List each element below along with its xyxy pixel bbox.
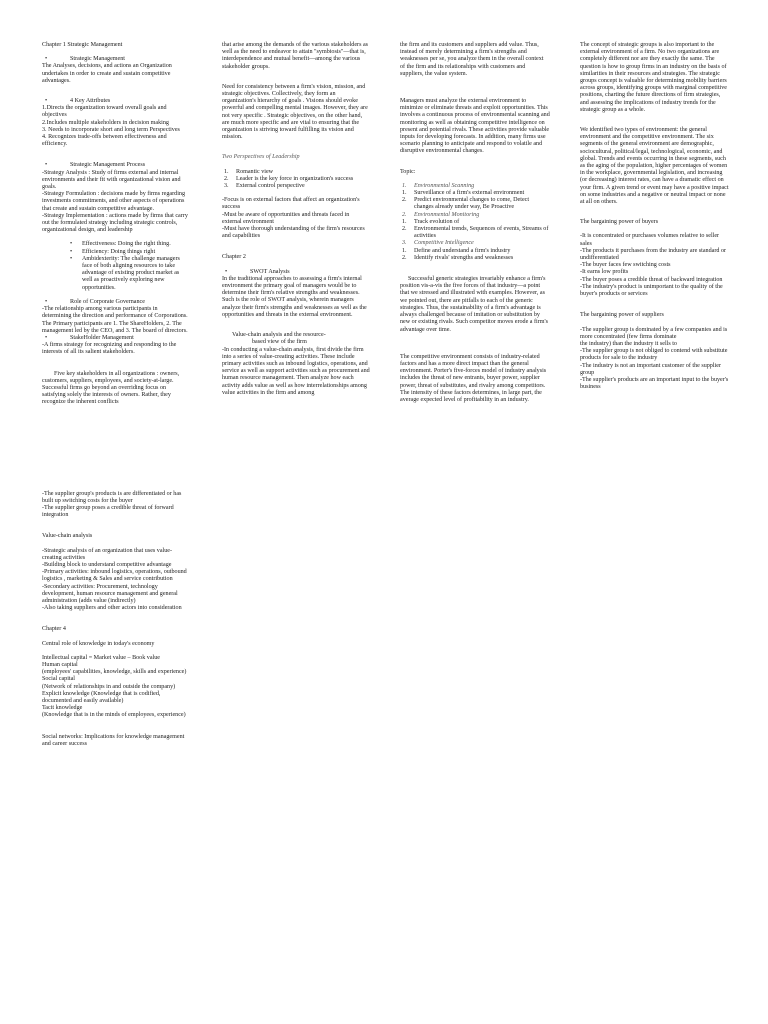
suppliers-title: The bargaining power of suppliers — [580, 312, 664, 319]
stakeholder-continuation: that arise among the demands of the various stakeholders as well as the need to endeavor to attain "symbiosis"—that is, interdependence and mutual benefit—among the various stakeholder groups. — [222, 42, 369, 70]
five-stakeholders-text: Five key stakeholders in all organizations : owners, customers, suppliers, employees, and society-at-large. Successful firms go beyond an overriding focus on satisfying solely the interests of owners. Rather, they recognize the inherent conflicts — [42, 370, 180, 406]
topic-heading — [400, 240, 550, 247]
chapter-4-title: Chapter 4 — [42, 626, 66, 633]
leadership-item-text: External control perspective — [236, 183, 305, 190]
value-chain-line: -Primary activities: inbound logistics, operations, outbound logistics , marketing & Sales and service contribution — [42, 569, 187, 583]
focus-line: -Focus is on external factors that affect an organization's success — [222, 197, 360, 211]
column-4 — [580, 42, 730, 391]
topic-heading — [400, 183, 550, 190]
value-chain-line: -Strategic analysis of an organization that uses value-creating activities — [42, 547, 173, 561]
environment-types-text: We identified two types of environment: the general environment and the competitive environment. The six segments of the general environment are demographic, sociocultural, political/legal, technological, economic, and global. Trends and events occurring in these segments, such as the aging of the population, higher percentages of women in the workplace, governmental legislation, and increasing (or decreasing) interest rates, can have a dramatic effect on your firm. A given trend or event may have a positive impact on some industries and a negative or neutral impact or none at all on others. — [580, 127, 729, 206]
focus-line: -Must have thorough understanding of the firm's resources and capabilities — [222, 226, 365, 240]
consistency-text: Need for consistency between a firm's vision, mission, and strategic objectives. Collectively, they form an organization's hierarchy of goals . Visions should evoke powerful and compelling mental images. However, they are not very specific . Strategic objectives, on the other hand, are much more specific and are vital to ensuring that the organization is striving toward fulfilling its vision and mission. — [222, 83, 368, 141]
process-line: -Strategy Implementation : actions made by firms that carry out the formulated strategy including strategic controls, organizational design, and leadership — [42, 212, 188, 234]
leadership-item: 3. External control perspective — [224, 183, 305, 190]
topic-number: 1. — [402, 182, 407, 189]
leadership-item: 1. Romantic view — [224, 168, 274, 175]
effectiveness-item: • Efficiency: Doing things right — [70, 249, 188, 256]
topic-item: 1. Define and understand a firm's industry — [402, 247, 511, 254]
governance-text: -The relationship among various participants in determining the direction and performance of Corporations. The Primary participants are 1. The ShareHolders, 2. The management led by the CEO, and 3. The board of directors. — [42, 306, 188, 334]
suppliers-line: the industry) than the industry it sells to — [580, 340, 677, 347]
topic-number: 2. — [402, 211, 407, 218]
capital-line: Social capital — [42, 676, 75, 683]
supplier-line: -The supplier group's products is are differentiated or has built up switching costs for the buyer — [42, 490, 182, 504]
value-chain-title: Value-chain analysis — [42, 533, 93, 540]
capital-line: (Network of relationships in and outside the company) — [42, 683, 176, 690]
attribute-item: 2.Includes multiple stakeholders in decision making — [42, 119, 169, 126]
topic-item-text: Predict environmental changes to come, Detect changes already under way, Be Proactive — [414, 197, 530, 211]
social-networks-text: Social networks: Implications for knowledge management and career success — [42, 733, 185, 747]
effectiveness-list — [42, 241, 188, 291]
buyers-line: -It is concentrated or purchases volumes relative to seller sales — [580, 233, 720, 247]
capital-line: Intellectual capital = Market value – Book value — [42, 654, 160, 661]
value-chain-heading-2: based view of the firm — [252, 339, 307, 346]
capital-line: (employees' capabilities, knowledge, skills and experience) — [42, 669, 187, 676]
topic-heading-text: Environmental Scanning — [414, 182, 475, 189]
leadership-item-text: Leader is the key force in organization's success — [236, 175, 354, 182]
leadership-item: 2. Leader is the key force in organization's success — [224, 175, 354, 182]
effectiveness-item: • Ambidexterity: The challenge managers face of both aligning resources to take advantage of existing product market as well as proactively exploring new opportunities. — [70, 256, 188, 292]
competitive-environment-text: The competitive environment consists of industry-related factors and has a more direct impact than the general environment. Porter's five-forces model of industry analysis includes the threat of new entrants, buyer power, supplier power, threat of substitutes, and rivalry among competitors. The intensity of these factors determines, in large part, the average expected level of profitability in an industry. — [400, 353, 547, 403]
buyers-line: -The industry's product is unimportant to the quality of the buyer's products or services — [580, 283, 723, 298]
strategic-management-text: The Analyses, decisions, and actions an Organization undertakes in order to create and sustain competitive advantages. — [42, 63, 172, 84]
topic-item-text: Environmental trends, Sequences of events, Streams of activities — [414, 226, 549, 240]
chapter-2-title: Chapter 2 — [222, 254, 246, 261]
capital-line: (Knowledge that is in the minds of employees, experience) — [42, 712, 186, 719]
effectiveness-item: • Effectiveness: Doing the right thing. — [70, 241, 188, 248]
governance-bullet: • Role of Corporate Governance — [42, 299, 188, 306]
chapter-1-title: Chapter 1 Strategic Management — [42, 42, 123, 48]
topic-item: 2. Identify rivals' strengths and weaknesses — [402, 254, 514, 261]
attribute-item: 1.Directs the organization toward overall goals and objectives — [42, 105, 167, 119]
value-chain-heading-1: Value-chain analysis and the resource- — [232, 332, 326, 339]
topic-item-text: Surveillance of a firm's external environment — [414, 190, 525, 197]
strategic-groups-text: The concept of strategic groups is also important to the external environment of a firm. No two organizations are completely different nor are they exactly the same. The question is how to group firms in an industry on the basis of similarities in their resources and strategies. The strategic groups concept is valuable for determining mobility barriers across groups, identifying groups with marginal competitive positions, charting the future directions of firm strategies, and assessing the implications of industry trends for the strategic group as a whole. — [580, 42, 727, 113]
topic-number: 3. — [402, 240, 407, 247]
suppliers-line: -The supplier group is not obliged to contend with substitute products for sale to the industry — [580, 348, 728, 362]
chapter-4-subtitle: Central role of knowledge in today's economy — [42, 640, 155, 647]
buyers-line: -The buyer poses a credible threat of backward integration — [580, 276, 723, 283]
swot-bullet: • SWOT Analysis — [222, 269, 370, 276]
topic-heading-text: Competitive Intelligence — [414, 240, 474, 247]
topic-item: 1. Surveillance of a firm's external environment — [402, 190, 525, 197]
topic-item-text: Track evolution of — [414, 218, 460, 225]
topic-title: Topic: — [400, 168, 416, 175]
value-chain-text: -In conducting a value-chain analysis, first divide the firm into a series of value-creating activities. These include primary activities such as inbound logistics, operations, and service as well as support activities such as procurement and human resource management. Then analyze how each activity adds value as well as how interrelationships among value activities in the firm and among — [222, 346, 370, 396]
topic-item-text: Identify rivals' strengths and weaknesses — [414, 254, 514, 261]
strategic-management-bullet: • Strategic Management — [42, 56, 188, 63]
column-3 — [400, 42, 550, 410]
process-bullet: • Strategic Management Process — [42, 162, 188, 169]
capital-line: Explicit knowledge (Knowledge that is codified, documented and easily available) — [42, 690, 161, 704]
value-chain-line: -Secondary activities: Procurement, technology development, human resource management and general administration (adds value (indirectly) — [42, 583, 178, 604]
capital-line: Human capital — [42, 661, 78, 668]
buyers-line: -The buyer faces few switching costs — [580, 262, 671, 269]
generic-strategies-text: Successful generic strategies invariably enhance a firm's position vis-a-vis the five forces of that industry—a point that we stressed and illustrated with examples. However, as we pointed out, there are pitfalls to each of the generic strategies. Thus, the sustainability of a firm's advantage is always challenged because of imitation or substitution by new or existing rivals. Such competitor moves erode a firm's advantage over time. — [400, 276, 548, 333]
environment-monitoring-text: Managers must analyze the external environment to minimize or eliminate threats and exploit opportunities. This involves a continuous process of environmental scanning and monitoring as well as obtaining competitive intelligence on present and potential rivals. These activities provide valuable inputs for developing forecasts. In addition, many firms use scenario planning to anticipate and respond to volatile and disruptive environmental changes. — [400, 98, 550, 155]
attribute-item: 4. Recognizes trade-offs between effectiveness and efficiency. — [42, 134, 167, 148]
topic-item: 2. Environmental trends, Sequences of events, Streams of activities — [402, 226, 549, 240]
topic-item: 1. Track evolution of — [402, 218, 460, 225]
swot-text: In the traditional approaches to assessing a firm's internal environment the primary goal of managers would be to determine their firm's relative strengths and weaknesses. Such is the role of SWOT analysis, wherein managers analyze their firm's strengths and weaknesses as well as the opportunities and threats in the external environment. — [222, 275, 367, 318]
capital-line: Tacit knowledge — [42, 705, 83, 712]
key-attributes-bullet: • 4 Key Attributes — [42, 98, 188, 105]
focus-line: -Must be aware of opportunities and threats faced in external environment — [222, 211, 350, 225]
buyers-line: -It earns low profits — [580, 269, 629, 276]
value-chain-line: -Also taking suppliers and other actors into consideration — [42, 605, 182, 612]
suppliers-line: -The supplier's products are an important input to the buyer's business — [580, 376, 729, 391]
suppliers-line: -The supplier group is dominated by a few companies and is more concentrated (few firms dominate — [580, 326, 728, 340]
supplier-line: -The supplier group poses a credible threat of forward integration — [42, 504, 174, 519]
value-chain-line: -Building block to understand competitive advantage — [42, 561, 172, 568]
process-line: -Strategy Analysis : Study of firms external and internal environments and their fit with organizational vision and goals. — [42, 169, 181, 191]
buyers-title: The bargaining power of buyers — [580, 219, 659, 226]
value-system-text: the firm and its customers and suppliers add value. Thus, instead of merely determining a firm's strengths and weaknesses per se, you analyze them in the overall context of the firm and its relationships with customers and suppliers, the value system. — [400, 42, 544, 77]
leadership-title: Two Perspectives of Leadership — [222, 154, 300, 161]
topic-list — [400, 183, 550, 262]
buyers-line: -The products it purchases from the industry are standard or undifferentiated — [580, 247, 727, 262]
attribute-item: 3. Needs to incorporate short and long term Perspectives — [42, 126, 180, 133]
topic-heading-text: Environmental Monitoring — [414, 211, 480, 218]
topic-item: 2. Predict environmental changes to come, Detect changes already under way, Be Proactive — [402, 197, 530, 211]
leadership-item-text: Romantic view — [236, 168, 274, 175]
column-1 — [42, 42, 188, 748]
topic-heading — [400, 212, 550, 219]
suppliers-line: -The industry is not an important customer of the supplier group — [580, 362, 721, 376]
attributes-list — [42, 105, 188, 148]
process-line: -Strategy Formulation : decisions made by firms regarding investments commitments, and other aspects of operations that create and sustain competitive advantage. — [42, 191, 186, 212]
leadership-list — [222, 169, 370, 191]
stakeholder-bullet: • StakeHolder Management — [42, 335, 188, 342]
stakeholder-text: -A firms strategy for recognizing and responding to the interests of all its salient stakeholders. — [42, 342, 177, 356]
column-2 — [222, 42, 370, 397]
topic-item-text: Define and understand a firm's industry — [414, 247, 511, 254]
